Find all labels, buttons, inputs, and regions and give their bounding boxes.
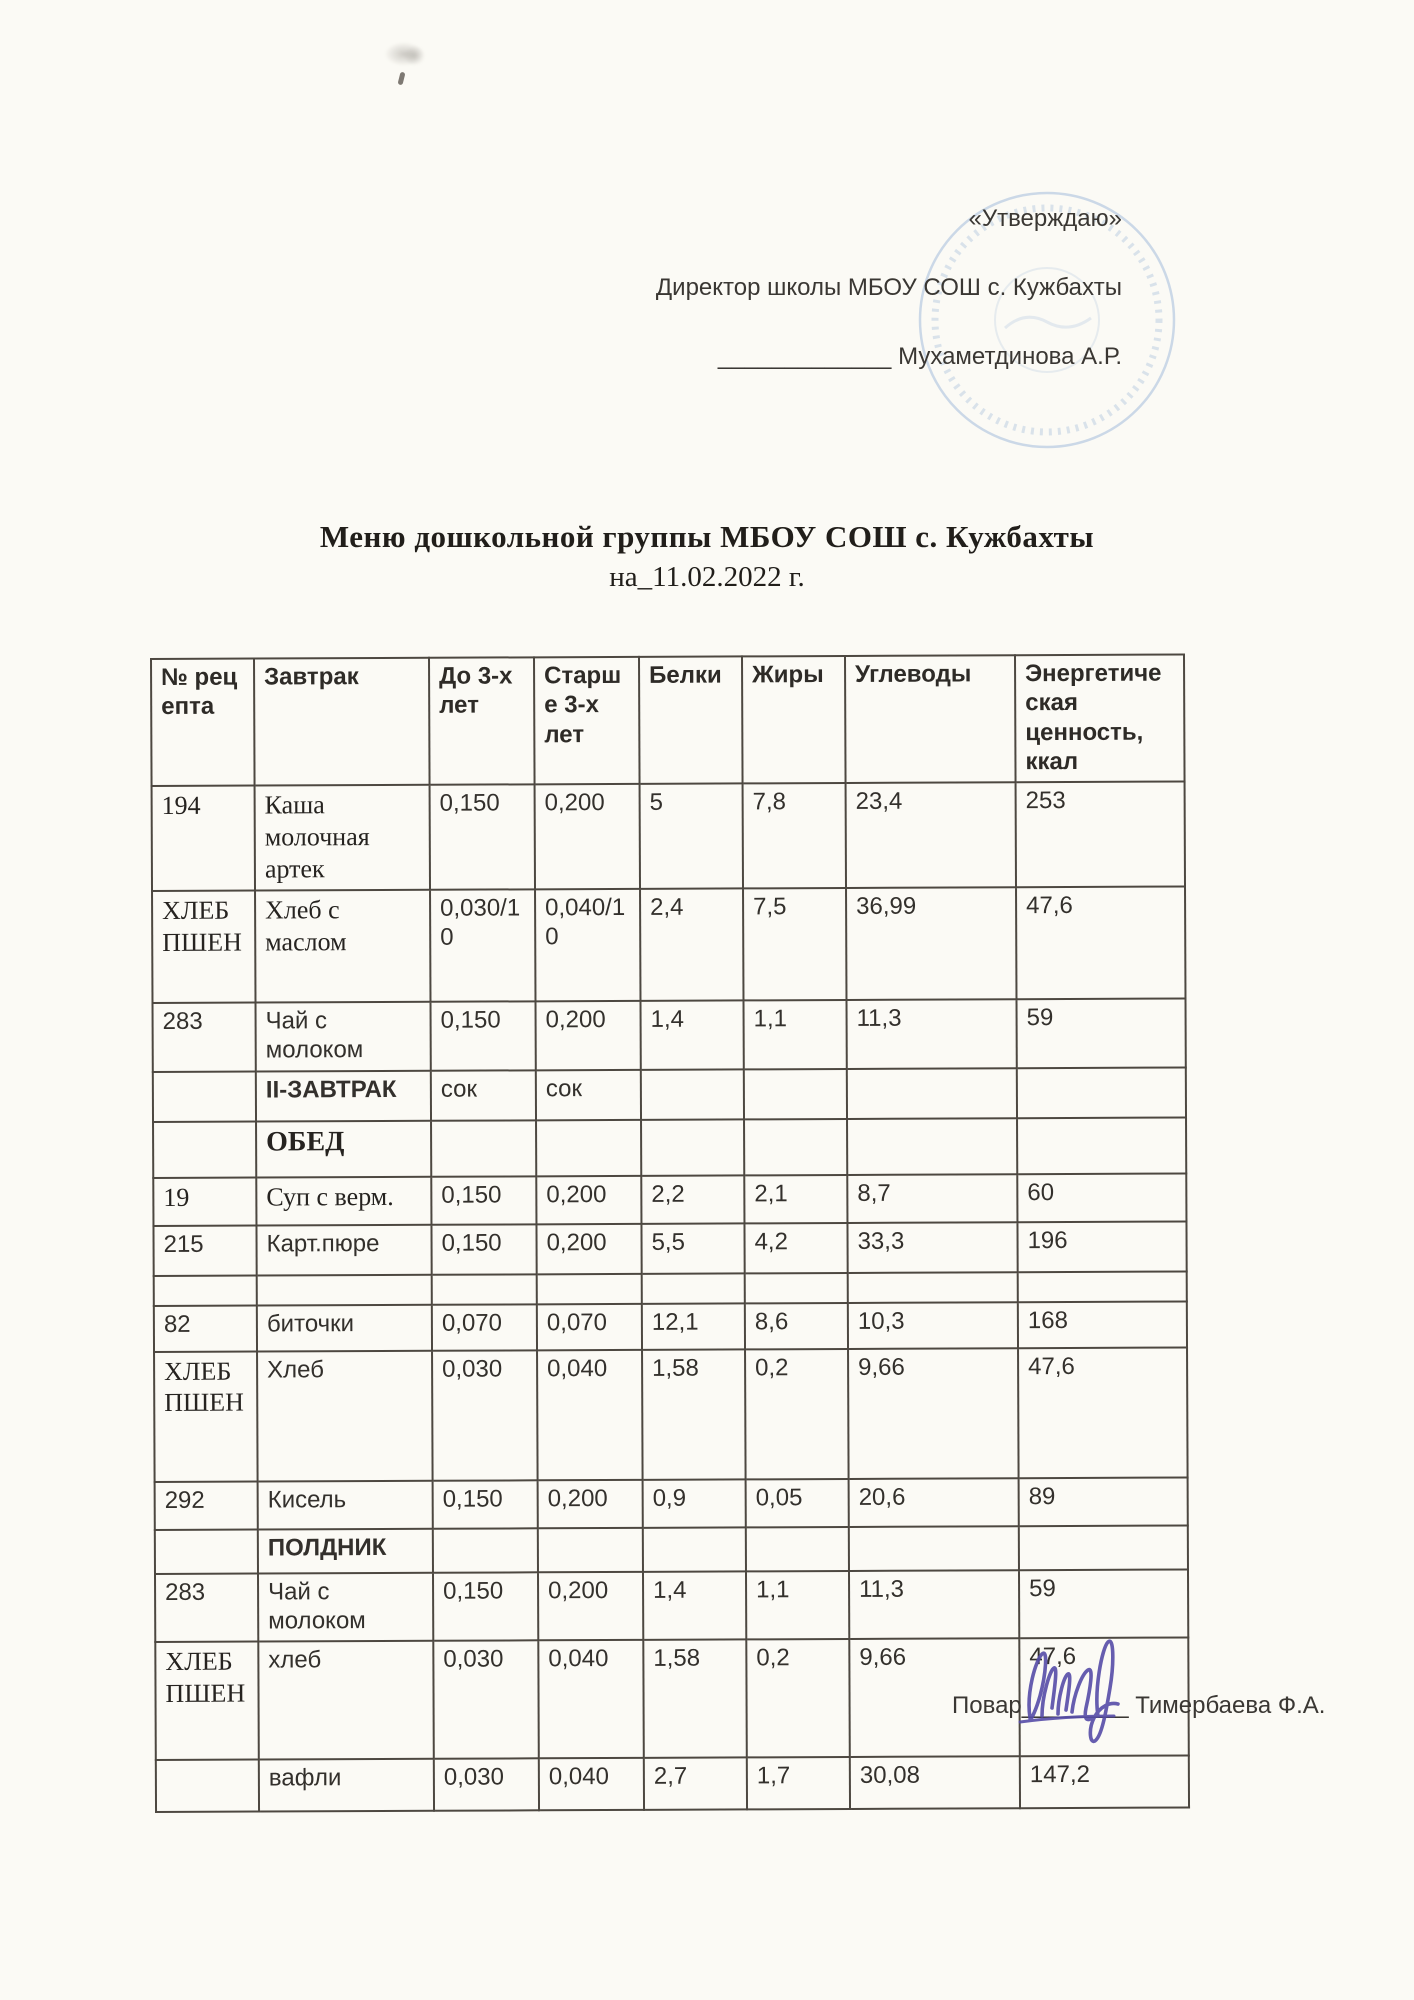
table-cell: 283 <box>155 1573 258 1642</box>
table-cell: Карт.пюре <box>256 1225 431 1276</box>
table-cell: 60 <box>1017 1173 1186 1222</box>
table-cell: 0,150 <box>433 1480 538 1528</box>
table-cell: 0,150 <box>431 1002 536 1071</box>
director-name: Мухаметдинова А.Р. <box>898 343 1122 370</box>
table-cell: 0,040 <box>538 1640 644 1758</box>
director-signature-line <box>656 343 1122 371</box>
table-cell: 5,5 <box>641 1223 744 1273</box>
table-row <box>153 1221 1186 1276</box>
table-cell <box>1018 1271 1187 1302</box>
table-cell: хлеб <box>258 1641 434 1760</box>
table-cell: Хлеб <box>257 1351 433 1482</box>
table-cell: Хлеб с маслом <box>255 890 430 1003</box>
table-cell <box>643 1527 746 1571</box>
table-cell: II-ЗАВТРАК <box>256 1071 431 1122</box>
table-row <box>152 782 1185 892</box>
table-cell: 0,2 <box>746 1639 850 1757</box>
table-cell <box>257 1275 432 1306</box>
table-cell: 0,040 <box>537 1350 643 1480</box>
table-cell: сок <box>431 1070 536 1120</box>
table-cell: 1,1 <box>746 1571 849 1640</box>
table-cell: 292 <box>155 1481 258 1529</box>
cook-label: Повар <box>952 1692 1022 1719</box>
table-cell <box>156 1760 259 1812</box>
table-cell <box>1019 1525 1188 1570</box>
table-cell <box>847 1068 1017 1119</box>
table-cell: 82 <box>154 1305 257 1351</box>
table-row <box>153 1117 1186 1178</box>
table-cell: 0,200 <box>536 1001 641 1070</box>
menu-table <box>150 653 1190 1813</box>
table-cell <box>641 1119 744 1175</box>
table-cell: 1,1 <box>744 1000 847 1069</box>
table-cell <box>537 1274 642 1304</box>
approve-label: «Утверждаю» <box>968 205 1122 232</box>
table-cell: 0,150 <box>433 1572 538 1641</box>
table-cell <box>432 1274 537 1304</box>
table-cell <box>746 1527 849 1571</box>
table-header-cell: Старше 3-х лет <box>534 657 640 785</box>
table-cell: 8,6 <box>745 1303 848 1349</box>
table-cell: 194 <box>152 786 255 892</box>
table-cell <box>745 1273 848 1303</box>
table-cell: сок <box>536 1070 641 1120</box>
table-cell: 10,3 <box>848 1302 1018 1349</box>
table-cell: 168 <box>1018 1301 1187 1348</box>
table-row <box>155 1525 1188 1574</box>
table-cell: 0,030 <box>433 1641 539 1759</box>
table-header-cell: Энергетическая ценность, ккал <box>1015 654 1185 782</box>
table-cell: 0,030 <box>434 1759 539 1811</box>
table-cell <box>155 1529 258 1573</box>
table-cell: 89 <box>1019 1477 1188 1526</box>
table-header-cell: Белки <box>639 656 743 784</box>
table-cell: 0,2 <box>745 1349 849 1479</box>
table-cell: 1,4 <box>643 1571 746 1640</box>
table-cell <box>849 1526 1019 1571</box>
table-cell <box>1017 1117 1186 1174</box>
table-cell: 0,150 <box>430 784 535 890</box>
table-cell <box>154 1275 257 1305</box>
table-cell: 0,070 <box>432 1304 537 1350</box>
table-header-cell: № рецепта <box>151 659 255 787</box>
table-cell: ПОЛДНИК <box>258 1529 433 1574</box>
table-cell: 19 <box>153 1177 256 1225</box>
table-cell: 23,4 <box>846 782 1016 888</box>
table-cell: 0,200 <box>535 784 640 890</box>
table-cell <box>744 1119 847 1175</box>
table-cell: 5 <box>640 783 743 889</box>
table-cell: ОБЕД <box>256 1121 431 1178</box>
table-cell: 0,040/10 <box>535 889 640 1001</box>
table-cell: 11,3 <box>849 1570 1019 1639</box>
director-title-line: Директор школы МБОУ СОШ с. Кужбахты <box>655 274 1122 301</box>
table-cell: 147,2 <box>1020 1756 1189 1809</box>
cook-name: Тимербаева Ф.А. <box>1135 1692 1326 1719</box>
table-row <box>153 1173 1186 1226</box>
table-row <box>152 887 1185 1004</box>
table-cell <box>433 1528 538 1572</box>
table-cell: 7,8 <box>743 783 846 889</box>
document-date-line: на_11.02.2022 г. <box>609 561 805 593</box>
table-cell: 9,66 <box>849 1638 1020 1757</box>
document-title-block <box>0 519 1414 594</box>
table-cell: 215 <box>153 1225 256 1275</box>
table-cell: 283 <box>153 1003 256 1072</box>
table-row <box>156 1756 1189 1813</box>
table-cell: Суп с верм. <box>256 1177 431 1226</box>
scan-ink-mark <box>398 72 406 86</box>
table-cell: 2,7 <box>644 1758 747 1810</box>
table-cell: 0,150 <box>431 1176 536 1224</box>
table-cell: 47,6 <box>1019 1638 1189 1757</box>
table-cell: 0,200 <box>538 1480 643 1528</box>
document-title: Меню дошкольной группы МБОУ СОШ с. Кужбахты <box>319 519 1095 554</box>
menu-table-body <box>152 782 1189 1813</box>
table-row <box>155 1569 1188 1642</box>
table-cell: 1,58 <box>643 1640 747 1758</box>
table-row <box>154 1301 1187 1352</box>
table-cell: 0,9 <box>643 1479 746 1527</box>
table-cell: 0,030/10 <box>430 890 535 1002</box>
table-cell: Чай с молоком <box>258 1573 433 1642</box>
table-cell: 1,58 <box>642 1349 746 1479</box>
signature-underline: _____________ <box>717 343 892 370</box>
table-cell: 2,4 <box>640 889 743 1001</box>
table-cell: 1,7 <box>747 1757 850 1809</box>
table-cell <box>848 1272 1018 1303</box>
approval-block <box>656 205 1122 371</box>
table-cell: 0,040 <box>539 1758 644 1810</box>
table-cell: 33,3 <box>847 1222 1017 1273</box>
table-cell: 0,200 <box>536 1224 641 1274</box>
table-cell: биточки <box>257 1305 432 1352</box>
table-cell: 2,2 <box>641 1175 744 1223</box>
table-cell: 0,150 <box>431 1224 536 1274</box>
table-cell: 7,5 <box>743 888 846 1000</box>
table-cell: 2,1 <box>744 1175 847 1223</box>
table-header-cell: Углеводы <box>845 655 1016 783</box>
table-cell: 8,7 <box>847 1174 1017 1223</box>
table-cell: вафли <box>259 1759 434 1812</box>
table-cell: 36,99 <box>846 887 1016 1000</box>
table-cell: 47,6 <box>1016 887 1185 1000</box>
table-cell: 0,070 <box>537 1304 642 1350</box>
table-row <box>154 1271 1187 1306</box>
table-row <box>153 1067 1186 1122</box>
table-cell <box>847 1118 1017 1175</box>
table-cell <box>641 1069 744 1119</box>
table-cell: ХЛЕБ ПШЕН <box>154 1351 258 1481</box>
table-header-cell: Жиры <box>742 656 846 784</box>
table-cell: 12,1 <box>642 1303 745 1349</box>
table-cell <box>431 1120 536 1176</box>
cook-underline: ________ <box>1021 1692 1129 1719</box>
cook-signature-line <box>952 1692 1325 1720</box>
table-header-cell: До 3-х лет <box>429 657 535 785</box>
table-cell: 0,05 <box>746 1479 849 1527</box>
table-cell: 4,2 <box>744 1223 847 1273</box>
table-cell: 20,6 <box>849 1478 1019 1527</box>
table-cell <box>536 1120 641 1176</box>
table-cell: 59 <box>1016 999 1185 1068</box>
table-cell: 59 <box>1019 1569 1188 1638</box>
table-cell: ХЛЕБ ПШЕН <box>152 891 255 1003</box>
table-row <box>153 999 1186 1072</box>
table-cell: 253 <box>1016 782 1185 888</box>
table-cell <box>538 1528 643 1572</box>
table-cell <box>1017 1067 1186 1118</box>
table-cell: 1,4 <box>641 1001 744 1070</box>
table-cell: Кисель <box>258 1481 433 1530</box>
table-cell: Каша молочная артек <box>255 785 430 891</box>
table-cell <box>153 1121 256 1177</box>
table-cell <box>153 1071 256 1121</box>
table-cell: 0,030 <box>432 1350 538 1480</box>
table-cell: ХЛЕБ ПШЕН <box>155 1642 259 1760</box>
table-cell: 47,6 <box>1018 1347 1188 1478</box>
table-cell: Чай с молоком <box>256 1002 431 1071</box>
scan-smudge-artifact <box>378 38 430 70</box>
table-cell: 9,66 <box>848 1348 1019 1479</box>
table-cell <box>744 1069 847 1119</box>
table-cell: 30,08 <box>850 1756 1020 1809</box>
table-row <box>155 1477 1188 1530</box>
menu-table-head-row <box>151 654 1185 786</box>
table-cell: 11,3 <box>846 999 1016 1068</box>
table-cell <box>642 1273 745 1303</box>
table-cell: 0,200 <box>538 1572 643 1641</box>
table-row <box>154 1347 1188 1482</box>
table-header-cell: Завтрак <box>254 658 430 786</box>
table-cell: 196 <box>1017 1221 1186 1272</box>
table-cell: 0,200 <box>536 1176 641 1224</box>
